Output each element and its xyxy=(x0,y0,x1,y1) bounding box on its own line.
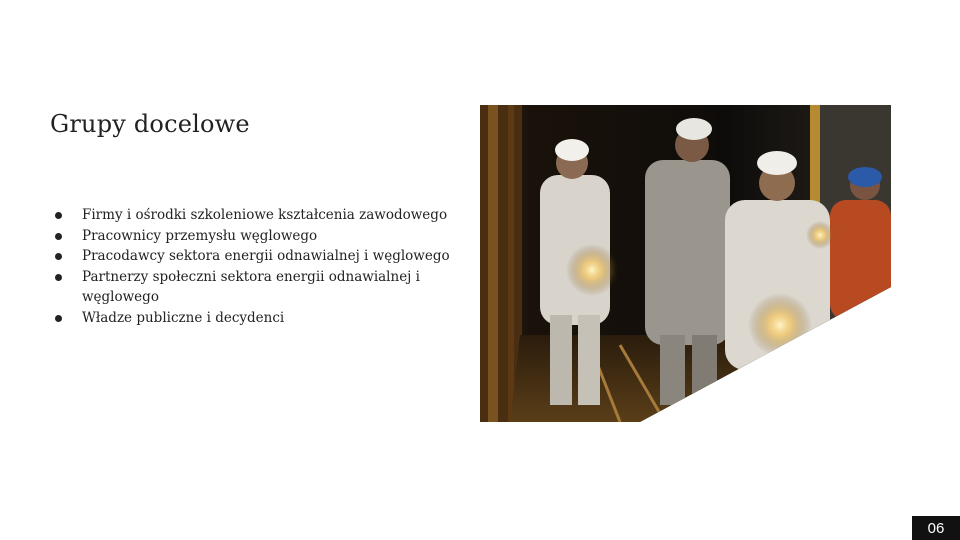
list-item xyxy=(52,205,452,226)
list-item xyxy=(52,246,452,267)
bullet-icon xyxy=(55,233,62,240)
bullet-text: Władze publiczne i decydenci xyxy=(82,309,285,326)
bullet-text: Partnerzy społeczni sektora energii odnawialnej i węglowego xyxy=(82,268,420,305)
miners-photo xyxy=(480,105,891,422)
bullet-icon xyxy=(55,274,62,281)
slide-title: Grupy docelowe xyxy=(50,110,250,138)
list-item xyxy=(52,267,452,308)
bullet-icon xyxy=(55,212,62,219)
bullet-icon xyxy=(55,315,62,322)
bullet-text: Pracodawcy sektora energii odnawialnej i węglowego xyxy=(82,248,450,264)
bullet-text: Pracownicy przemysłu węglowego xyxy=(82,227,318,244)
bullet-text: Firmy i ośrodki szkoleniowe kształcenia zawodowego xyxy=(82,207,448,223)
list-item xyxy=(52,226,452,247)
list-item xyxy=(52,308,452,329)
bullet-list xyxy=(52,205,452,328)
page-number: 06 xyxy=(912,516,960,540)
bullet-icon xyxy=(55,253,62,260)
